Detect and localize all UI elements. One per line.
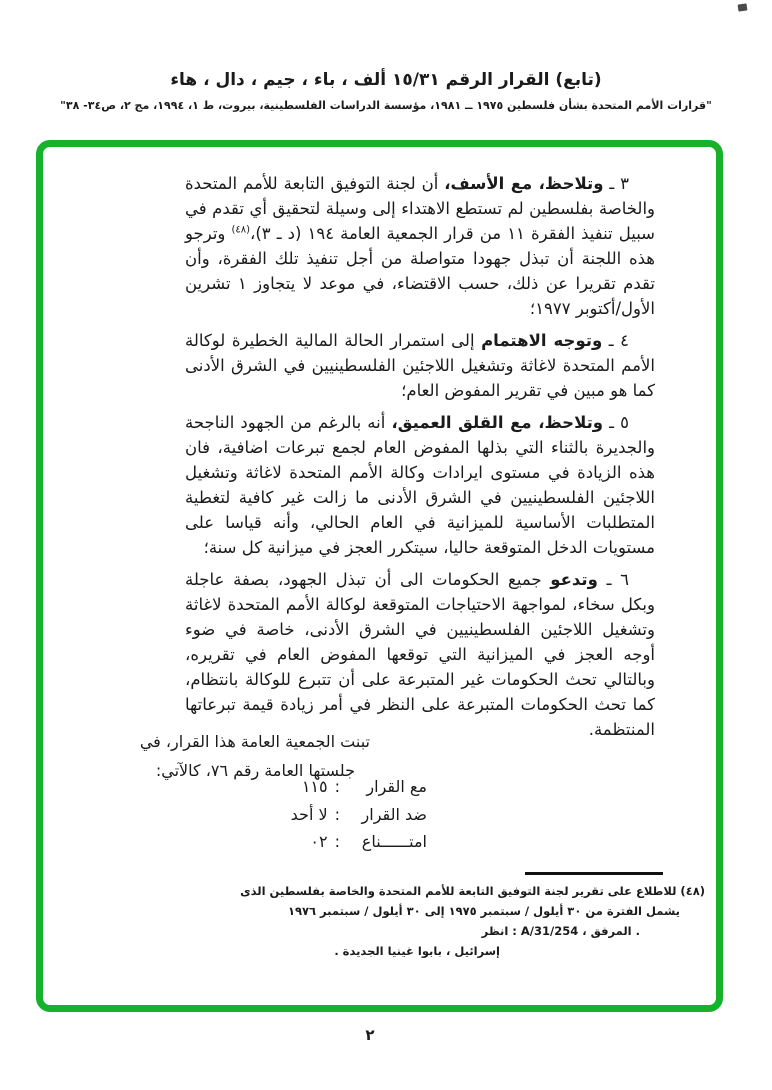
vote-against-value: لا أحد — [290, 804, 328, 824]
paragraph-4 — [185, 328, 655, 403]
adoption-line-2: جلستها العامة رقم ٧٦، كالآتي: — [155, 761, 355, 780]
paragraph-3-text: أن لجنة التوفيق التابعة للأمم المتحدة والخاصة بفلسطين لم تستطع الاهتداء إلى وسيلة لتحقيق أي تقدم في سبيل تنفيذ الفقرة ١١ من قرار الجمعية العامة ١٩٤ (د ـ ٣)، — [185, 174, 655, 243]
paragraph-4-text: إلى استمرار الحالة المالية الخطيرة لوكالة الأمم المتحدة لاغاثة وتشغيل اللاجئين الفلسطينيين في الشرق الأدنى كما هو مبين في تقرير المفوض العام؛ — [185, 331, 655, 400]
paragraph-6-text: جميع الحكومات الى أن تبذل الجهود، بصفة عاجلة وبكل سخاء، لمواجهة الاحتياجات المتوقعة لوكالة الأمم المتحدة لاغاثة وتشغيل اللاجئين الفلسطينيين في الشرق الأدنى، خاصة في ضوء أوجه العجز في الميزانية التي توقعها المفوض العام في تقريره، وبالتالي تحث الحكومات غير المتبرعة على أن تتبرع للوكالة بانتظام، كما تحث الحكومات المتبرعة على النظر في أمر زيادة قيمة تبرعاتها المنتظمة. — [185, 570, 655, 739]
footnote-divider — [525, 872, 663, 875]
vote-row-for — [291, 773, 427, 801]
paragraph-5-text: أنه بالرغم من الجهود الناجحة والجديرة بالثناء التي بذلها المفوض العام لجمع تبرعات اضافية، فان هذه الزيادة في مستوى ايرادات وكالة الأمم المتحدة لاغاثة وتشغيل اللاجئين الفلسطينيين في الشرق الأدنى ما زالت غير كافية لتغطية المتطلبات الأساسية للميزانية في العام الحالي، وأنه قياسا على مستويات الدخل المتوقعة حاليا، سيتكرر العجز في ميزانية كل سنة؛ — [185, 413, 655, 557]
adoption-line-1: تبنت الجمعية العامة هذا القرار، في — [139, 732, 370, 751]
footnote-line-1: (٤٨) للاطلاع على تقرير لجنة التوفيق التابعة للأمم المتحدة والخاصة بفلسطين الذى — [240, 884, 705, 898]
paragraph-3-text-cont: وترجو هذه اللجنة أن تبذل جهودا متواصلة من أجل تنفيذ تلك الفقرة، وأن تقدم تقريرا عن ذلك، حسب الاقتضاء، في موعد لا يتجاوز ١ تشرين الأول/أكتوبر ١٩٧٧؛ — [185, 224, 655, 318]
vote-for-colon: : — [334, 777, 340, 796]
vote-against-colon: : — [334, 804, 340, 824]
paragraph-5-lead: وتلاحظ، مع القلق العميق، — [391, 413, 604, 432]
footnote-line-3: انظر : A/31/254 ، المرفق . — [481, 924, 640, 938]
footnote-ref-48: (٤٨) — [231, 224, 251, 236]
paragraph-3 — [185, 171, 655, 321]
page-title: (تابع) القرار الرقم ١٥/٣١ ألف ، باء ، جيم ، دال ، هاء — [170, 70, 602, 90]
page-number: ٢ — [365, 1026, 375, 1044]
vote-abstain-value: ٠٢ — [310, 832, 328, 851]
paragraph-4-number: ٤ ـ — [602, 331, 629, 350]
source-citation: "قرارات الأمم المتحدة بشأن فلسطين ١٩٧٥ ــ ١٩٨١، مؤسسة الدراسات الفلسطينية، بيروت، ط ١، ١٩٩٤، مج ٢، ص٣٤- ٣٨" — [60, 99, 712, 112]
paragraph-6-number: ٦ ـ — [597, 570, 629, 589]
footnote-48 — [240, 881, 705, 961]
vote-record — [291, 773, 427, 856]
vote-abstain-label: امتــــــناع — [361, 832, 427, 851]
vote-for-label: مع القرار — [366, 777, 427, 796]
paragraph-5 — [185, 410, 655, 560]
paragraph-4-lead: وتوجه الاهتمام — [481, 331, 603, 350]
footnote-line-2: يشمل الفترة من ٣٠ أيلول / سبتمبر ١٩٧٥ إلى ٣٠ أيلول / سبتمبر ١٩٧٦ — [287, 904, 680, 918]
scan-mark — [738, 3, 748, 11]
vote-against-label: ضد القرار — [361, 804, 427, 824]
vote-row-against — [291, 801, 427, 829]
paragraph-5-number: ٥ ـ — [603, 413, 630, 432]
vote-abstain-colon: : — [334, 832, 340, 851]
paragraph-6 — [185, 567, 655, 742]
vote-for-value: ١١٥ — [301, 777, 328, 796]
vote-row-abstain — [291, 828, 427, 856]
resolution-body — [185, 171, 655, 742]
footnote-line-4: إسرائيل ، بابوا غينيا الجديدة . — [334, 944, 500, 958]
paragraph-3-number: ٣ ـ — [603, 174, 629, 193]
paragraph-3-lead: وتلاحظ، مع الأسف، — [444, 174, 604, 193]
paragraph-6-lead: وتدعو — [550, 570, 598, 589]
